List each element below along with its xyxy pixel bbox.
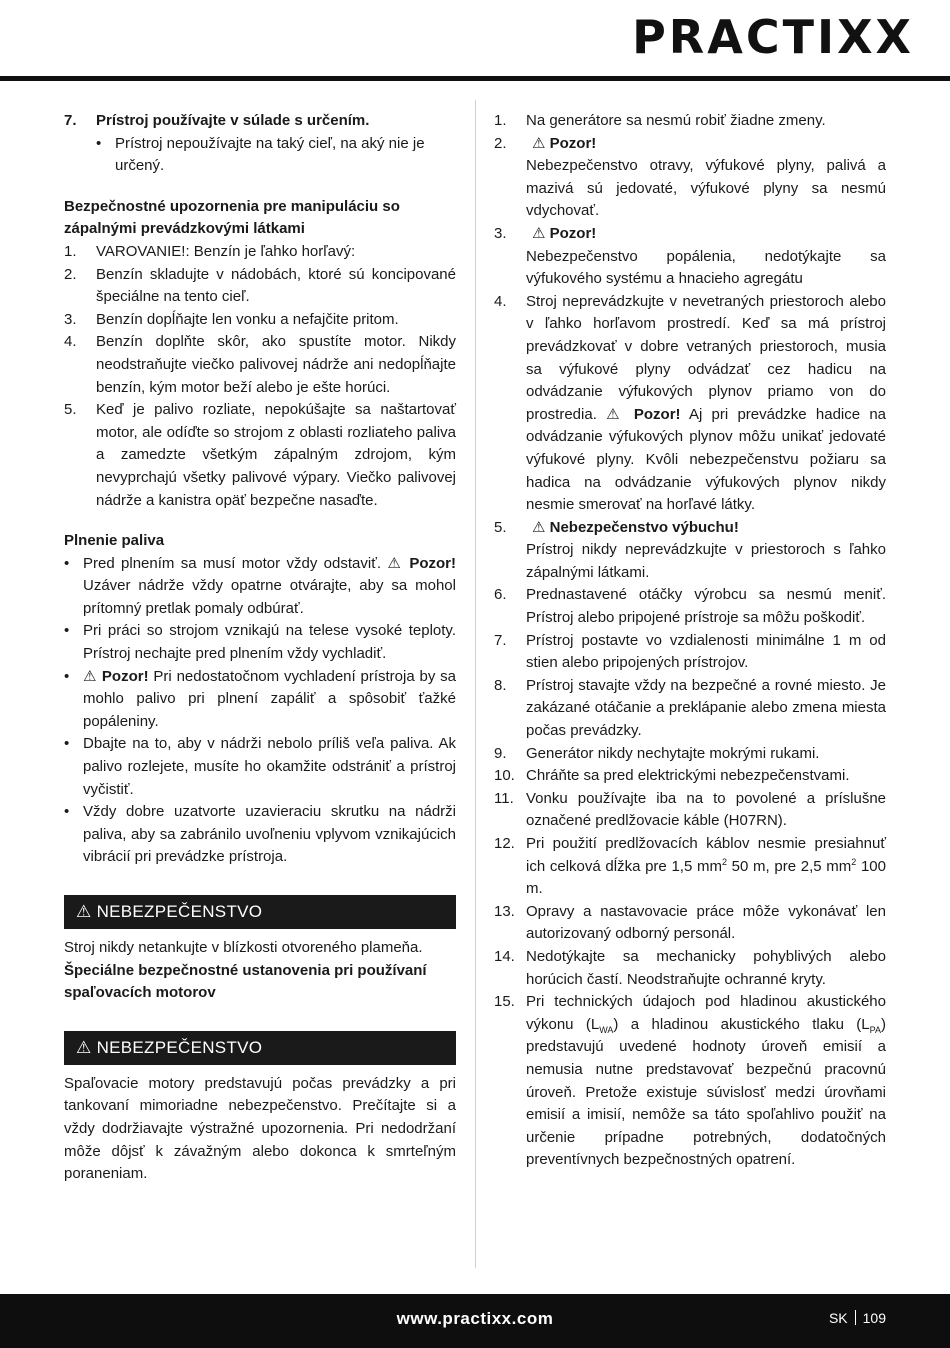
item-number: 5. [64, 401, 77, 419]
item-text: Pri použití predlžovacích káblov nesmie presiahnuť ich celková dĺžka pre 1,5 $mm^2$ 50 m, pre 2,5 $mm^2$ 100 m. [526, 835, 886, 898]
list-item [64, 241, 456, 264]
item-text: Na generátore sa nesmú robiť žiadne zmeny. [526, 112, 826, 129]
item-number: 4. [64, 333, 77, 351]
danger-text: Stroj nikdy netankujte v blízkosti otvoreného plameňa. [64, 939, 423, 956]
list-item [494, 110, 886, 133]
item-text: Benzín dopĺňajte len vonku a nefajčite pritom. [96, 310, 399, 328]
warning-label: ⚠ Pozor! [532, 134, 597, 152]
right-column [494, 110, 886, 1172]
list-item [494, 630, 886, 675]
list-item [494, 901, 886, 946]
list-item [64, 309, 456, 332]
list-item [64, 133, 456, 178]
item-text: Prístroj postavte vo vzdialenosti minimálne 1 m od stien alebo pripojených prístrojov. [526, 631, 886, 672]
item-text: Pred plnením sa musí motor vždy odstaviť. ⚠ Pozor! Uzáver nádrže vždy opatrne otvárajte, aby sa mohol prítomný pretlak pomaly odbúrať. [83, 554, 457, 617]
list-item [64, 801, 456, 869]
item-number: 15. [494, 993, 515, 1011]
list-item [494, 946, 886, 991]
item-text: Nebezpečenstvo popálenia, nedotýkajte sa výfukového systému a hnacieho agregátu [526, 247, 886, 288]
page-footer [0, 1294, 950, 1348]
list-item [494, 223, 886, 291]
list-item [64, 553, 456, 621]
danger-banner: ⚠ NEBEZPEČENSTVO [64, 895, 456, 929]
bullet-icon: • [64, 554, 70, 572]
list-item [494, 584, 886, 629]
item-number: 13. [494, 902, 515, 920]
list-item [494, 133, 886, 223]
list-item [64, 666, 456, 734]
section-heading: Špeciálne bezpečnostné ustanovenia pri používaní spaľovacích motorov [64, 961, 427, 1002]
warning-label: ⚠ Nebezpečenstvo výbuchu! [532, 518, 739, 536]
item-text: Vonku používajte iba na to povolené a príslušne označené predlžovacie káble (H07RN). [526, 789, 886, 830]
item-number: 11. [494, 789, 514, 807]
warning-label: ⚠ Pozor! [606, 405, 681, 423]
item-number: 1. [64, 242, 77, 260]
item-number: 3. [494, 224, 507, 242]
item-text: ⚠ Pozor! Pri nedostatočnom vychladení prístroja by sa mohlo palivo pri plnení zapáliť a spôsobiť ťažké popáleniny. [83, 667, 457, 730]
item-text: Prístroj nikdy neprevádzkujte v priestoroch s ľahko zápalnými látkami. [526, 541, 886, 581]
column-divider [475, 100, 476, 1268]
list-item [494, 833, 886, 901]
list-item [494, 517, 886, 585]
item-text: Keď je palivo rozliate, nepokúšajte sa naštartovať motor, ale odíďte so strojom z oblasti rozliateho paliva a zamedzte všetkým zápalným zdrojom, kým nevyprchajú všetky palivové výpary. Viečko palivovej nádrže a kanistra opäť bezpečne nasaďte. [96, 401, 456, 509]
page-number: 109 [862, 1310, 886, 1326]
item-number: 2. [64, 265, 77, 283]
item-number: 10. [494, 767, 515, 785]
item-number: 5. [494, 518, 507, 536]
danger-text: Spaľovacie motory predstavujú počas prevádzky a pri tankovaní mimoriadne nebezpečenstvo. Prečítajte si a vždy dodržiavajte výstražné upozornenia. Pri nedodržaní môže dôjsť k závažným alebo dokonca k smrteľným poraneniam. [64, 1074, 456, 1183]
item-text: Prístroj stavajte vždy na bezpečné a rovné miesto. Je zakázané otáčanie a preklápanie alebo zmena miesta počas prevádzky. [526, 676, 886, 740]
item-number: 4. [494, 292, 507, 310]
item-text: Stroj neprevádzkujte v nevetraných priestoroch alebo v ľahko horľavom prostredí. Keď sa má prístroj prevádzkovať v dobre vetraných priestoroch, musia sa výfukové plyny odvádzať cez hadicu na odvádzanie výfukových plynov priamo von do prostredia. [526, 292, 886, 423]
item-number: 9. [494, 744, 507, 762]
list-item [64, 264, 456, 309]
list-item [494, 788, 886, 833]
separator [855, 1310, 856, 1325]
item-text: Aj pri prevádzke hadice na odvádzanie výfukových plynov môžu unikať jedovaté výfukové plyny. Kvôli nebezpečenstvu požiaru sa hadica na odvádzanie výfukových plynov nikdy nesmie smerovať na horľavé látky. [526, 405, 887, 514]
section-heading: Bezpečnostné upozornenia pre manipuláciu so zápalnými prevádzkovými látkami [64, 197, 400, 238]
list-item [64, 620, 456, 665]
danger-banner: ⚠ NEBEZPEČENSTVO [64, 1031, 456, 1065]
bullet-icon: • [64, 803, 70, 821]
refuel-list [64, 553, 456, 869]
item-text: Generátor nikdy nechytajte mokrými rukami. [526, 744, 820, 762]
item-number: 3. [64, 310, 77, 328]
item-number: 8. [494, 676, 507, 694]
bullet-text: Prístroj nepoužívajte na taký cieľ, na aký nie je určený. [115, 134, 425, 175]
list-item [64, 733, 456, 801]
warning-label: ⚠ Pozor! [83, 667, 149, 685]
item-text: Nedotýkajte sa mechanicky pohyblivých alebo horúcich častí. Neodstraňujte ochranné kryty. [526, 947, 886, 988]
list-item [64, 399, 456, 512]
bullet-icon: • [64, 735, 70, 753]
item-number: 12. [494, 835, 515, 852]
list-item [494, 765, 886, 788]
bullet-icon: • [64, 622, 70, 640]
item-text: Chráňte sa pred elektrickými nebezpečenstvami. [526, 767, 850, 785]
list-item [494, 991, 886, 1172]
item-text: Pri technických údajoch pod hladinou akustického výkonu $(L_{WA})$ a hladinou akustického tlaku $(L_{PA})$ predstavujú uvedené hodnoty úroveň emisií a nemusia nutne predstavovať bezpečnú pracovnú úroveň. Pretože existuje súvislosť medzi úrovňami emisií a imisií, nemôže sa táto spoľahlivo použiť na určenie prípadne potrebných, dodatočných preventívnych bezpečnostných opatrení. [526, 993, 886, 1169]
left-column [64, 110, 456, 1186]
item-text: Dbajte na to, aby v nádrži nebolo príliš veľa paliva. Ak palivo rozlejete, musíte ho okamžite odstrániť a prístroj vyčistiť. [83, 735, 456, 798]
item-number: 7. [494, 631, 507, 649]
item-number: 1. [494, 112, 507, 129]
item-number: 7. [64, 112, 77, 129]
fuel-list [64, 241, 456, 512]
item-text: Opravy a nastavovacie práce môže vykonávať len autorizovaný odborný personál. [526, 902, 886, 943]
item-text: Benzín skladujte v nádobách, ktoré sú koncipované špeciálne na tento cieľ. [96, 265, 456, 306]
language-code: SK [828, 1310, 848, 1326]
bullet-icon: • [64, 667, 70, 685]
item-text: VAROVANIE!: Benzín je ľahko horľavý: [96, 242, 356, 260]
section-heading: Plnenie paliva [64, 532, 165, 550]
item-title: Prístroj používajte v súlade s určením. [96, 112, 370, 129]
item-text: Nebezpečenstvo otravy, výfukové plyny, palivá a mazivá sú jedovaté, výfukové plyny sa nesmú vdychovať. [526, 157, 886, 220]
brand-logo: PRACTIXX [632, 10, 914, 64]
page-indicator [829, 1310, 886, 1326]
item-text: Vždy dobre uzatvorte uzavieraciu skrutku na nádrži paliva, aby sa zabránilo uvoľneniu vplyvom vznikajúcich vibrácií pri prevádzke prístroja. [83, 803, 456, 866]
website-link[interactable]: www.practixx.com [396, 1309, 554, 1328]
item-7 [64, 110, 456, 133]
item-text: Benzín doplňte skôr, ako spustíte motor. Nikdy neodstraňujte viečko palivovej nádrže ani nedopĺňajte benzín, kým motor beží alebo je ešte horúci. [96, 333, 456, 396]
list-item [64, 331, 456, 399]
warning-label: ⚠ Pozor! [387, 554, 457, 572]
warning-label: ⚠ Pozor! [532, 224, 597, 242]
list-item [494, 675, 886, 743]
header-rule [0, 76, 950, 81]
list-item [494, 291, 886, 517]
item-text: Prednastavené otáčky výrobcu sa nesmú meniť. Prístroj alebo pripojené prístroje sa môžu poškodiť. [526, 586, 886, 627]
item-number: 6. [494, 586, 507, 604]
item-number: 2. [494, 134, 507, 152]
item-number: 14. [494, 947, 515, 965]
bullet-icon: • [96, 134, 102, 152]
item-text: Pri práci so strojom vznikajú na telese vysoké teploty. Prístroj nechajte pred plnením vždy vychladiť. [83, 622, 456, 663]
list-item [494, 743, 886, 766]
